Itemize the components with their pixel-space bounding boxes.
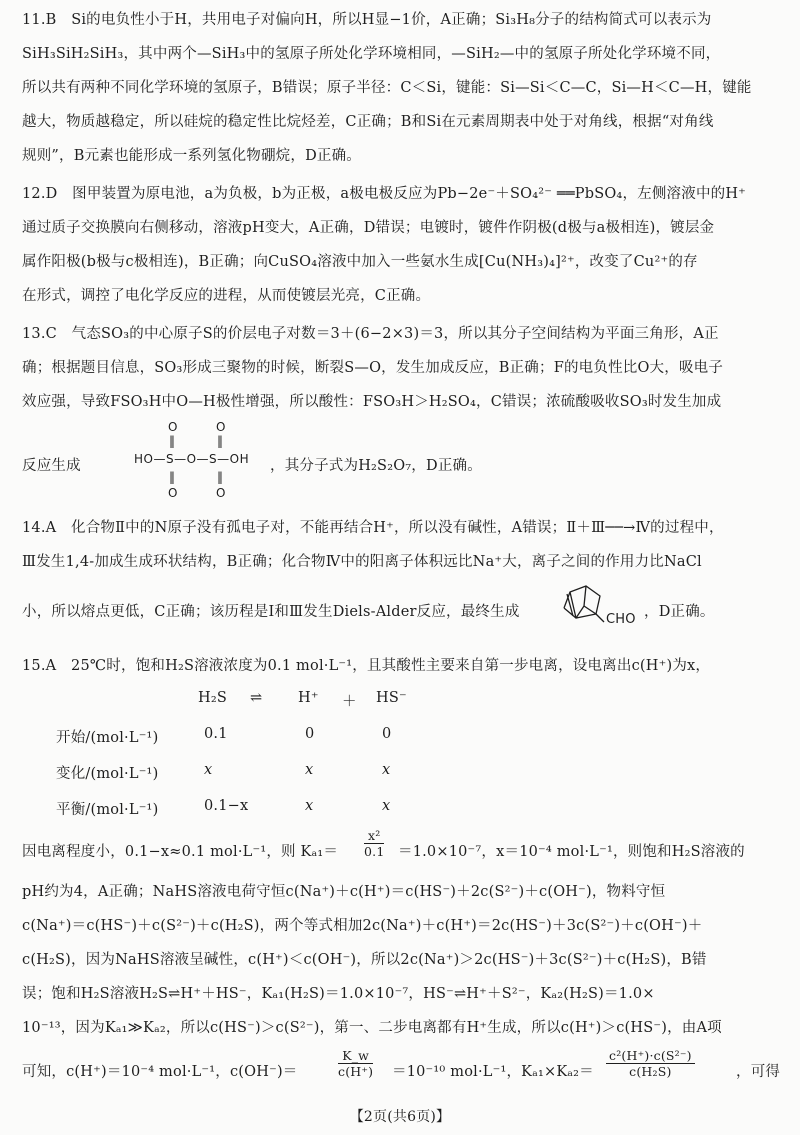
row-start-label: 开始/(mol·L⁻¹) — [56, 730, 159, 746]
q14-line-1: 14.A 化合物Ⅱ中的N原子没有孤电子对，不能再结合H⁺，所以没有碱性，A错误；Ⅱ＋Ⅲ──→Ⅳ的过程中， — [22, 520, 724, 536]
q12-line-2: 通过质子交换膜向右侧移动，溶液pH变大，A正确，D错误；电镀时，镀件作阴极(d极与a极相连)，镀层金 — [22, 220, 715, 236]
q11-line-1: 11.B Si的电负性小于H，共用电子对偏向H，所以H显−1价，A正确；Si₃H₈分子的结构简式可以表示为 — [22, 12, 712, 28]
q14-post-structure: ，D正确。 — [644, 604, 715, 620]
q15-line-b-post: ，可得 — [736, 1064, 781, 1080]
o-bottom-1: O — [168, 486, 178, 500]
fraction-kw-num: K_w — [338, 1048, 373, 1064]
q14-line-2: Ⅲ发生1,4-加成生成环状结构，B正确；化合物Ⅳ中的阳离子体积远比Na⁺大，离子之间的作用力比NaCl — [22, 554, 702, 570]
fraction-ka1-num: x² — [364, 828, 384, 844]
q15-line-2: c(Na⁺)＝c(HS⁻)＋c(S²⁻)＋c(H₂S)，两个等式相加2c(Na⁺)＋c(H⁺)＝2c(HS⁻)＋3c(S²⁻)＋c(OH⁻)＋ — [22, 918, 703, 934]
eq-h-plus: H⁺ — [298, 690, 319, 706]
q12-line-1: 12.D 图甲装置为原电池，a为负极，b为正极，a极电极反应为Pb−2e⁻＋SO₄²⁻ ══PbSO₄，左侧溶液中的H⁺ — [22, 186, 747, 202]
fraction-ka1ka2-num: c²(H⁺)·c(S²⁻) — [606, 1048, 695, 1064]
q11-line-3: 所以共有两种不同化学环境的氢原子，B错误；原子半径：C＜Si，键能：Si—Si＜C—C，Si—H＜C—H，键能 — [22, 80, 752, 96]
row-change-v2: x — [305, 762, 314, 778]
bicyclic-aldehyde-structure — [560, 578, 640, 628]
q13-post-structure: ，其分子式为H₂S₂O₇，D正确。 — [270, 458, 482, 474]
structure-main-chain: HO—S—O—S—OH — [134, 452, 250, 466]
q13-pre-structure: 反应生成 — [22, 458, 81, 474]
fraction-kw — [338, 1048, 373, 1079]
pyrosulfuric-acid-structure — [134, 418, 274, 504]
q15-line-a-pre: 因电离程度小，0.1−x≈0.1 mol·L⁻¹，则 Kₐ₁＝ — [22, 844, 339, 860]
q11-line-2: SiH₃SiH₂SiH₃，其中两个—SiH₃中的氢原子所处化学环境相同，—SiH₂—中的氢原子所处化学环境不同， — [22, 46, 721, 62]
double-bond-bottom-2: ‖ — [217, 470, 224, 484]
o-top-2: O — [216, 420, 226, 434]
q15-intro: 15.A 25℃时，饱和H₂S溶液浓度为0.1 mol·L⁻¹，且其酸性主要来自第一步电离，设电离出c(H⁺)为x， — [22, 658, 711, 674]
q15-line-5: 10⁻¹³，因为Kₐ₁≫Kₐ₂，所以c(HS⁻)＞c(S²⁻)，第一、二步电离都有H⁺生成，所以c(H⁺)＞c(HS⁻)，由A项 — [22, 1020, 722, 1036]
row-start-v1: 0.1 — [204, 726, 228, 742]
row-change-label: 变化/(mol·L⁻¹) — [56, 766, 159, 782]
fraction-ka1-den: 0.1 — [364, 844, 385, 859]
q15-line-b-pre: 可知，c(H⁺)＝10⁻⁴ mol·L⁻¹，c(OH⁻)＝ — [22, 1064, 298, 1080]
row-eq-v3: x — [382, 798, 391, 814]
o-bottom-2: O — [216, 486, 226, 500]
q14-pre-structure: 小，所以熔点更低，C正确；该历程是Ⅰ和Ⅲ发生Diels-Alder反应，最终生成 — [22, 604, 520, 620]
row-change-v1: x — [204, 762, 213, 778]
fraction-ka1 — [364, 828, 384, 859]
q12-line-3: 属作阳极(b极与c极相连)，B正确；向CuSO₄溶液中加入一些氨水生成[Cu(NH₃)₄]²⁺，改变了Cu²⁺的存 — [22, 254, 698, 270]
double-bond-top-2: ‖ — [217, 434, 224, 448]
row-eq-v1: 0.1−x — [204, 798, 249, 814]
row-start-v3: 0 — [382, 726, 392, 742]
bicyclic-skeleton-icon — [560, 578, 608, 626]
row-start-v2: 0 — [305, 726, 315, 742]
q11-line-4: 越大，物质越稳定，所以硅烷的稳定性比烷烃差，C正确；B和Si在元素周期表中处于对角线，根据“对角线 — [22, 114, 714, 130]
row-eq-label: 平衡/(mol·L⁻¹) — [56, 802, 159, 818]
q15-line-1: pH约为4，A正确；NaHS溶液电荷守恒c(Na⁺)＋c(H⁺)＝c(HS⁻)＋2c(S²⁻)＋c(OH⁻)，物料守恒 — [22, 884, 666, 900]
substituent-label: CHO — [606, 612, 636, 627]
q13-line-3: 效应强，导致FSO₃H中O—H极性增强，所以酸性：FSO₃H＞H₂SO₄，C错误；浓硫酸吸收SO₃时发生加成 — [22, 394, 722, 410]
fraction-ka1ka2-den: c(H₂S) — [629, 1064, 672, 1079]
eq-h2s: H₂S — [198, 690, 227, 706]
eq-arrow: ⇌ — [250, 690, 263, 706]
row-eq-v2: x — [305, 798, 314, 814]
fraction-ka1ka2 — [606, 1048, 695, 1079]
q13-line-2: 确；根据题目信息，SO₃形成三聚物的时候，断裂S—O，发生加成反应，B正确；F的电负性比O大，吸电子 — [22, 360, 724, 376]
eq-hs-minus: HS⁻ — [376, 690, 407, 706]
q15-line-b-mid: ＝10⁻¹⁰ mol·L⁻¹，Kₐ₁×Kₐ₂＝ — [392, 1064, 594, 1080]
q15-line-4: 误；饱和H₂S溶液H₂S⇌H⁺＋HS⁻，Kₐ₁(H₂S)＝1.0×10⁻⁷，HS⁻⇌H⁺＋S²⁻，Kₐ₂(H₂S)＝1.0× — [22, 986, 655, 1002]
q15-line-3: c(H₂S)，因为NaHS溶液呈碱性，c(H⁺)＜c(OH⁻)，所以2c(Na⁺)＞2c(HS⁻)＋3c(S²⁻)＋c(H₂S)，B错 — [22, 952, 707, 968]
q15-line-a-post: ＝1.0×10⁻⁷，x＝10⁻⁴ mol·L⁻¹，则饱和H₂S溶液的 — [398, 844, 745, 860]
double-bond-top-1: ‖ — [169, 434, 176, 448]
page-footer: 【2页(共6页)】 — [349, 1109, 451, 1125]
fraction-kw-den: c(H⁺) — [338, 1064, 374, 1079]
row-change-v3: x — [382, 762, 391, 778]
double-bond-bottom-1: ‖ — [169, 470, 176, 484]
q12-line-4: 在形式，调控了电化学反应的进程，从而使镀层光亮，C正确。 — [22, 288, 431, 304]
eq-plus: ＋ — [342, 694, 357, 710]
o-top-1: O — [168, 420, 178, 434]
q11-line-5: 规则”，B元素也能形成一系列氢化物硼烷，D正确。 — [22, 148, 361, 164]
q13-line-1: 13.C 气态SO₃的中心原子S的价层电子对数＝3＋(6−2×3)＝3，所以其分子空间结构为平面三角形，A正 — [22, 326, 719, 342]
